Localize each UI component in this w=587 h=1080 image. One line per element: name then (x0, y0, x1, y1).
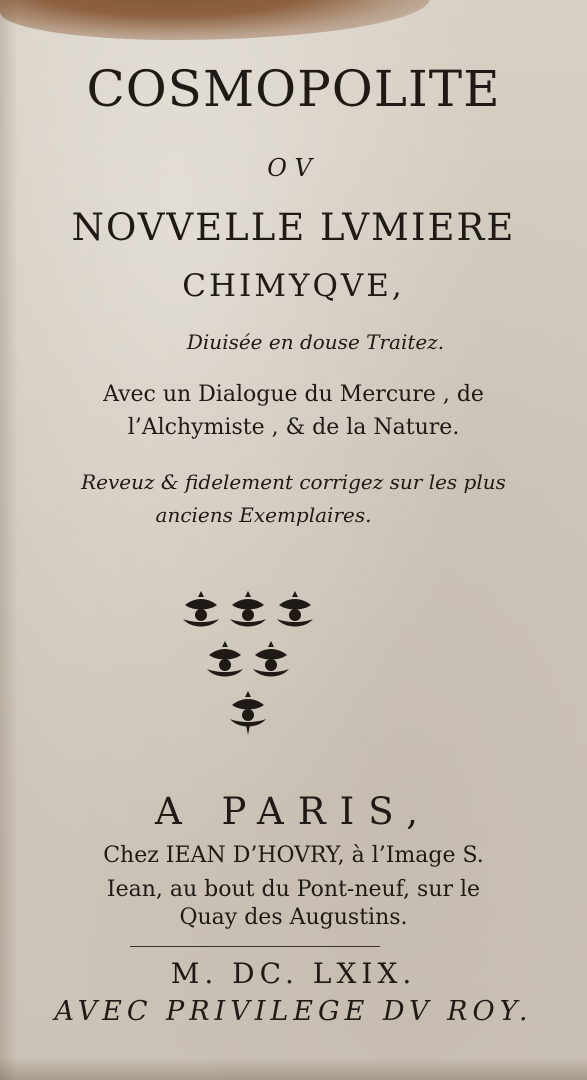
imprint-date: M. DC. LXIX. (170, 957, 417, 990)
division-note: Diuisée en douse Traitez. (186, 330, 445, 354)
revision-line-2: anciens Exemplaires. (155, 503, 372, 527)
imprint-place: A PARIS, (155, 790, 432, 833)
bottom-edge (0, 1058, 587, 1080)
title-conjunction: OV (267, 154, 320, 182)
top-stain (0, 0, 430, 40)
subtitle-line-1: NOVVELLE LVMIERE (71, 206, 516, 249)
publisher-line-3: Quay des Augustins. (179, 905, 408, 930)
royal-privilege: AVEC PRIVILEGE DV ROY. (54, 996, 533, 1027)
publisher-line-1: Chez IEAN D’HOVRY, à l’Image S. (103, 843, 484, 868)
subtitle-line-2: CHIMYQVE, (182, 268, 405, 304)
dialogue-line-1: Avec un Dialogue du Mercure , de (103, 382, 484, 407)
dialogue-line-2: l’Alchymiste , & de la Nature. (127, 415, 460, 440)
book-title: COSMOPOLITE (86, 60, 501, 118)
publisher-line-2: Iean, au bout du Pont-neuf, sur le (106, 877, 481, 902)
fleuron-ornament-icon (178, 590, 318, 740)
revision-line-1: Reveuz & fidelement corrigez sur les plus (81, 470, 506, 494)
divider-rule (130, 946, 380, 947)
